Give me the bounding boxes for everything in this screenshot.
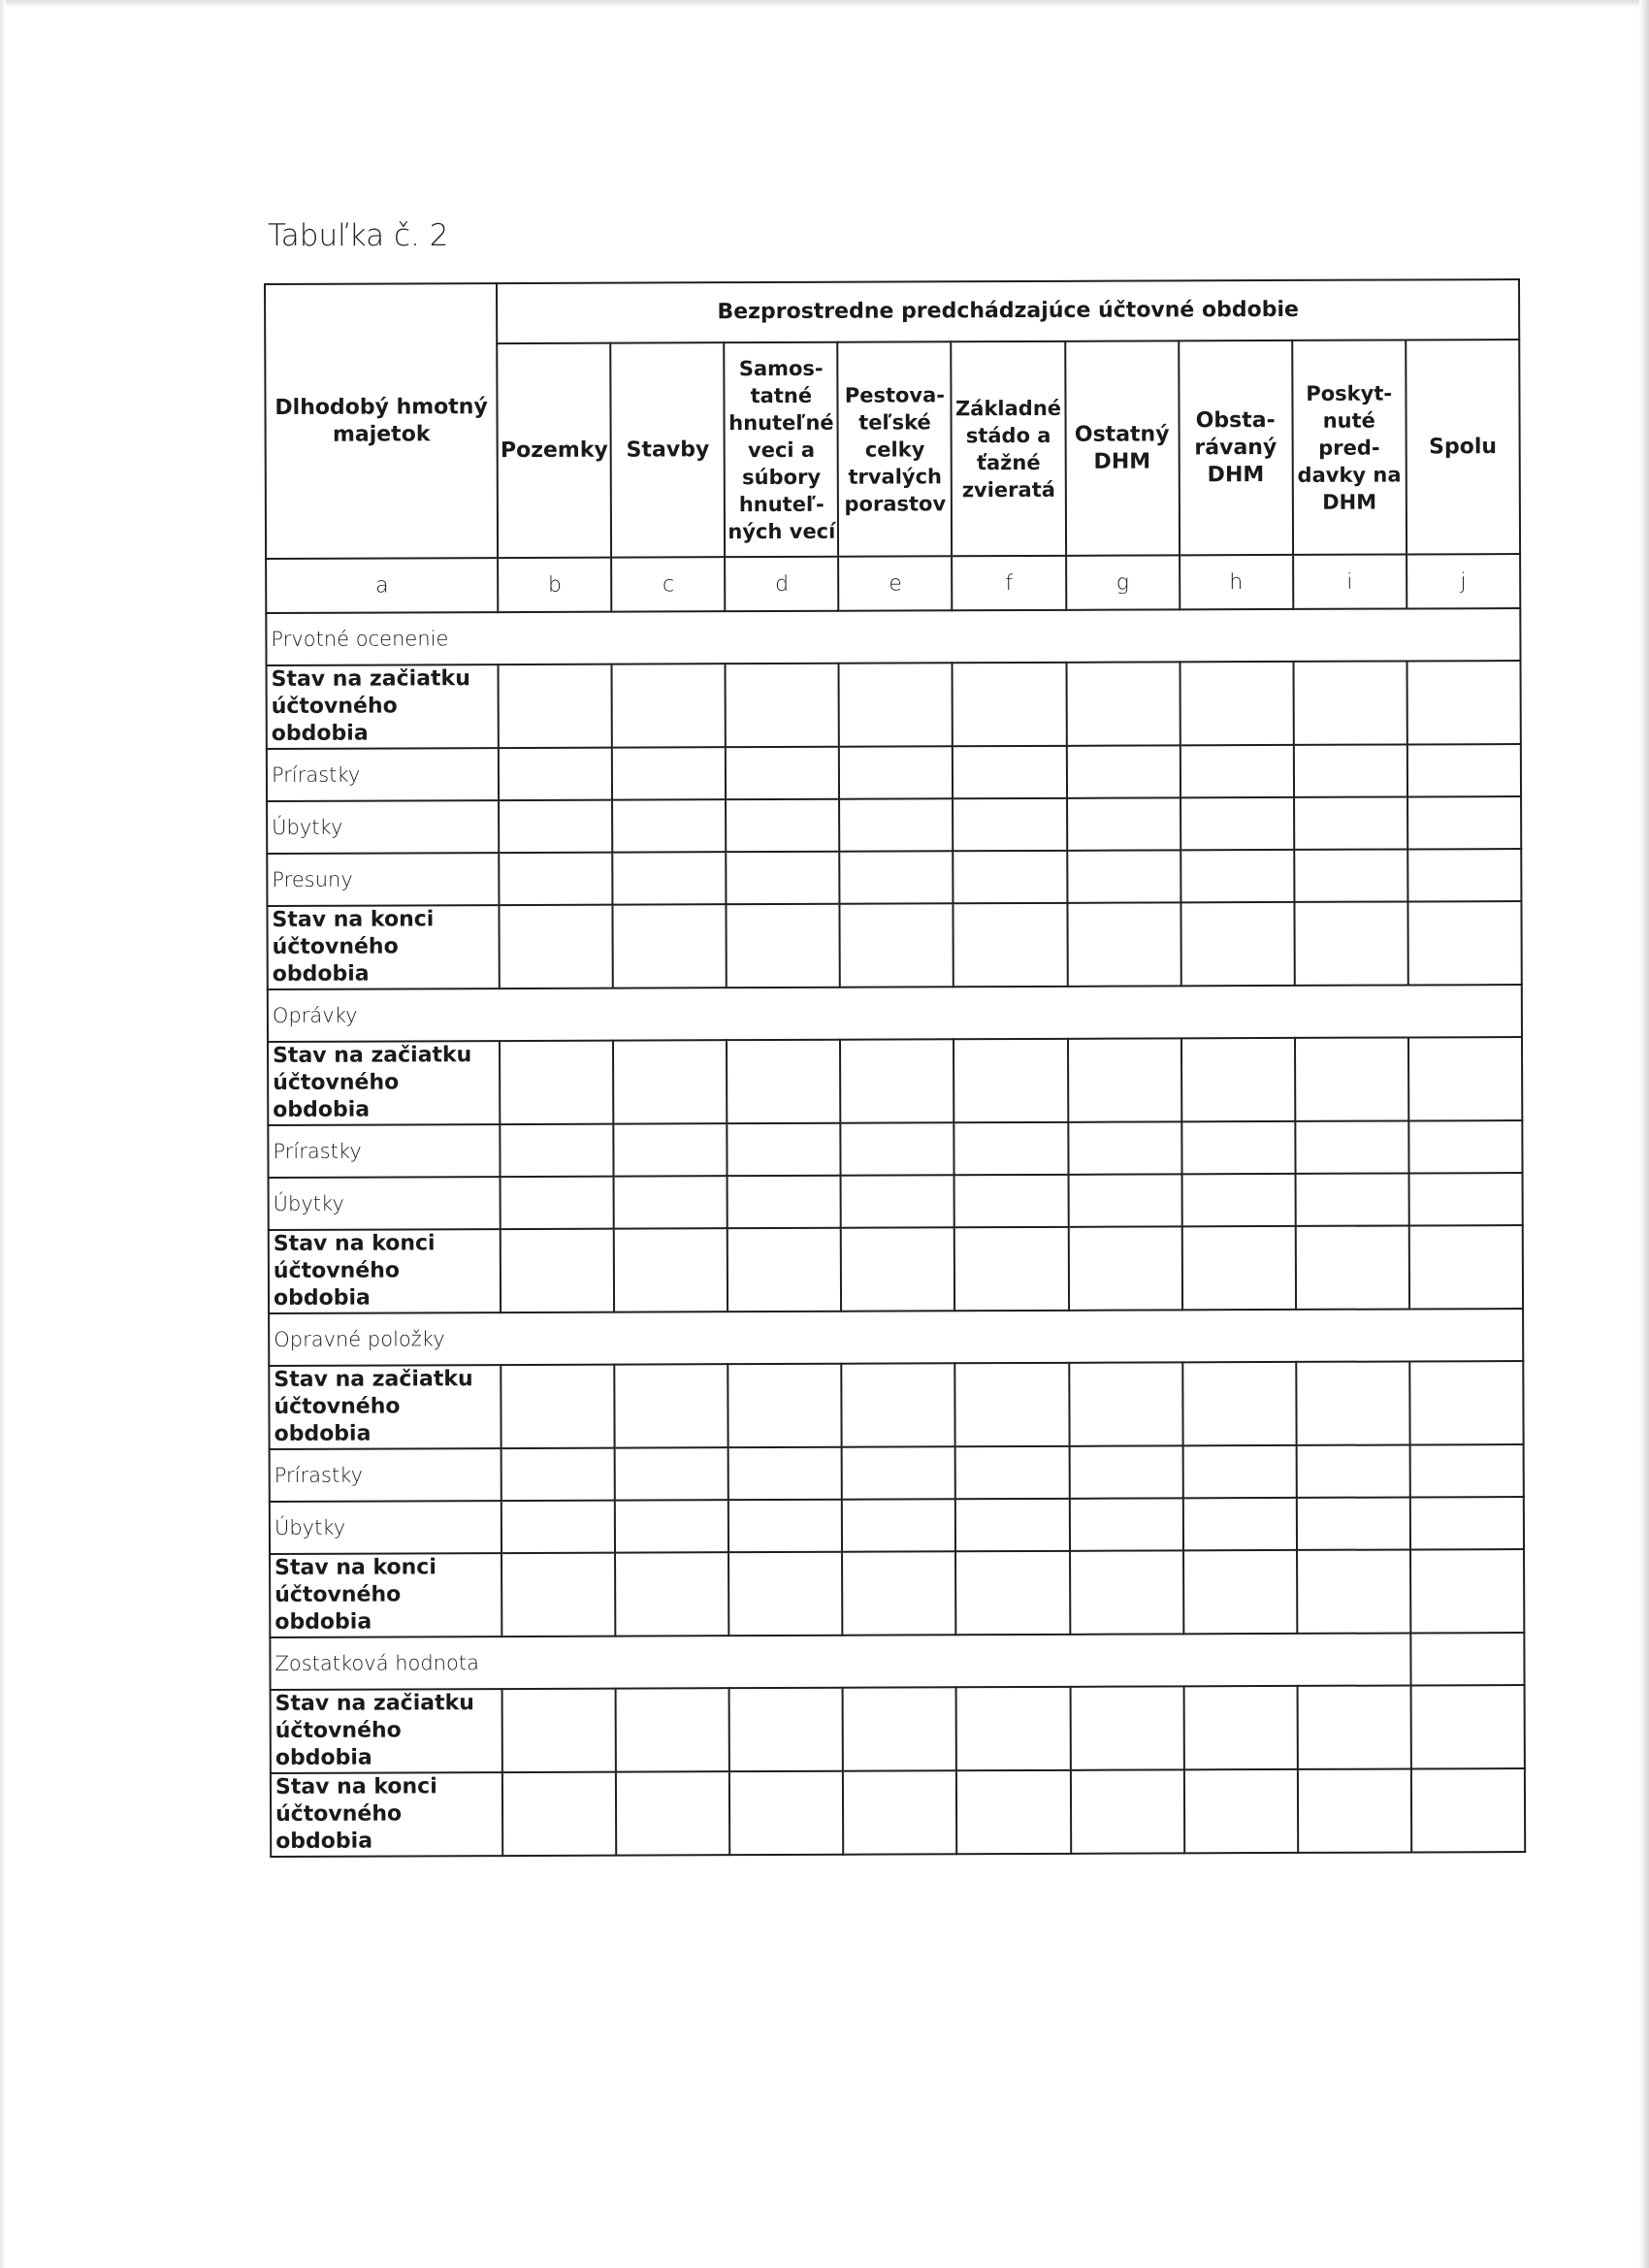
col-letter: d — [725, 557, 838, 611]
scan-edge-top — [0, 0, 1649, 8]
table-cell[interactable] — [840, 903, 954, 987]
scan-edge-right — [1639, 0, 1649, 2268]
table-row — [270, 1497, 1524, 1554]
table-wrapper — [264, 278, 1526, 1858]
table-cell[interactable] — [1180, 797, 1294, 850]
section-row — [269, 1309, 1523, 1366]
table-cell[interactable] — [613, 904, 727, 988]
table-cell[interactable] — [727, 904, 840, 988]
row-label: Stav na konci účtovného obdobia — [271, 1772, 503, 1857]
col-header: Pestova-teľské celky trvalých porastov — [838, 341, 953, 556]
table-cell[interactable] — [842, 1363, 955, 1446]
table-cell[interactable] — [613, 1040, 727, 1123]
table-cell[interactable] — [1067, 797, 1180, 850]
table-cell[interactable] — [499, 853, 612, 905]
table-cell[interactable] — [612, 747, 726, 799]
table-cell[interactable] — [1184, 1769, 1298, 1853]
col-letter: g — [1066, 555, 1180, 609]
row-label: Presuny — [267, 853, 499, 906]
table-cell[interactable] — [1296, 1361, 1409, 1444]
table-cell[interactable] — [615, 1447, 728, 1500]
table-cell[interactable] — [616, 1688, 729, 1771]
table-cell[interactable] — [728, 1364, 842, 1447]
table-cell[interactable] — [615, 1364, 728, 1447]
section-title: Oprávky — [268, 985, 1522, 1042]
table-row — [268, 1120, 1522, 1178]
table-cell[interactable] — [728, 1123, 841, 1176]
table-cell[interactable] — [1410, 1633, 1524, 1685]
table-cell[interactable] — [1182, 1362, 1296, 1445]
table-cell[interactable] — [1067, 902, 1180, 986]
table-cell[interactable] — [839, 746, 953, 798]
table-row — [271, 1768, 1525, 1857]
table-row — [270, 1444, 1524, 1502]
table-cell[interactable] — [1410, 1549, 1525, 1633]
table-cell[interactable] — [1181, 1121, 1295, 1174]
table-cell[interactable] — [726, 664, 839, 747]
table-cell[interactable] — [841, 1175, 954, 1227]
fixed-assets-table — [264, 278, 1526, 1858]
row-label: Úbytky — [269, 1177, 501, 1230]
table-cell[interactable] — [1407, 796, 1521, 849]
table-cell[interactable] — [615, 1500, 728, 1552]
col-header: Ostatný DHM — [1065, 340, 1180, 555]
table-cell[interactable] — [841, 1122, 954, 1175]
col-header: Základné stádo a ťažné zvieratá — [952, 341, 1066, 556]
table-cell[interactable] — [1407, 849, 1521, 901]
table-cell[interactable] — [1180, 745, 1293, 797]
section-row — [268, 985, 1522, 1042]
table-cell[interactable] — [956, 1687, 1070, 1770]
table-cell[interactable] — [1069, 1362, 1182, 1445]
table-cell[interactable] — [1409, 1361, 1524, 1444]
table-cell[interactable] — [1070, 1686, 1183, 1769]
table-cell[interactable] — [956, 1551, 1070, 1635]
table-row — [269, 1361, 1523, 1449]
table-cell[interactable] — [1183, 1550, 1297, 1634]
table-cell[interactable] — [1294, 901, 1407, 985]
col-letter: e — [838, 556, 952, 610]
table-row — [269, 1225, 1523, 1313]
row-label: Stav na začiatku účtovného obdobia — [267, 664, 500, 749]
table-cell[interactable] — [614, 1176, 728, 1228]
section-row — [266, 608, 1520, 665]
table-cell[interactable] — [1294, 796, 1407, 849]
table-cell[interactable] — [1066, 662, 1180, 745]
table-row — [269, 1173, 1523, 1230]
table-cell[interactable] — [729, 1688, 843, 1771]
table-cell[interactable] — [1293, 661, 1406, 744]
table-cell[interactable] — [1069, 1445, 1182, 1498]
table-cell[interactable] — [1068, 1038, 1181, 1121]
table-cell[interactable] — [1183, 1686, 1297, 1769]
col-letter: f — [953, 556, 1066, 610]
table-cell[interactable] — [955, 1499, 1069, 1551]
table-cell[interactable] — [1182, 1445, 1296, 1498]
table-cell[interactable] — [729, 1771, 843, 1855]
table-cell[interactable] — [499, 748, 612, 800]
table-cell[interactable] — [501, 1229, 614, 1312]
table-cell[interactable] — [842, 1446, 955, 1499]
col-header: Pozemky — [497, 343, 611, 558]
table-cell[interactable] — [1407, 901, 1522, 985]
table-cell[interactable] — [1406, 661, 1521, 744]
table-cell[interactable] — [954, 903, 1067, 987]
table-cell[interactable] — [843, 1770, 956, 1854]
table-cell[interactable] — [728, 1552, 842, 1636]
row-label: Prírastky — [268, 1124, 500, 1178]
table-cell[interactable] — [1181, 1226, 1295, 1310]
table-cell[interactable] — [1180, 850, 1294, 902]
table-cell[interactable] — [1066, 745, 1180, 797]
table-cell[interactable] — [953, 746, 1066, 798]
table-row — [267, 661, 1521, 749]
section-title: Zostatková hodnota — [270, 1633, 1410, 1690]
table-cell[interactable] — [1070, 1769, 1183, 1853]
table-cell[interactable] — [1295, 1120, 1408, 1173]
table-cell[interactable] — [501, 1448, 615, 1501]
col-header: Samos-tatné hnuteľné veci a súbory hnuteľ-ných vecí — [725, 342, 839, 557]
period-header: Bezprostredne predchádzajúce účtovné obdobie — [497, 279, 1519, 343]
table-cell[interactable] — [1408, 1173, 1522, 1225]
table-cell[interactable] — [727, 852, 840, 904]
table-cell[interactable] — [954, 1122, 1068, 1175]
table-cell[interactable] — [954, 1039, 1067, 1122]
table-cell[interactable] — [1296, 1444, 1409, 1497]
scan-edge-left — [0, 0, 6, 2268]
col-letter: j — [1406, 554, 1520, 608]
table-cell[interactable] — [1069, 1498, 1182, 1550]
table-cell[interactable] — [1408, 1120, 1522, 1173]
table-cell[interactable] — [612, 664, 726, 747]
table-cell[interactable] — [1294, 744, 1407, 796]
table-cell[interactable] — [727, 1040, 840, 1123]
table-cell[interactable] — [1298, 1768, 1411, 1852]
table-cell[interactable] — [955, 1446, 1069, 1499]
table-cell[interactable] — [728, 1228, 841, 1312]
table-row — [270, 1549, 1524, 1637]
table-row — [267, 849, 1521, 906]
table-row — [267, 901, 1521, 989]
table-cell[interactable] — [1294, 849, 1407, 901]
table-cell[interactable] — [1410, 1497, 1524, 1549]
table-cell[interactable] — [954, 798, 1067, 851]
table-cell[interactable] — [1408, 1037, 1523, 1120]
table-cell[interactable] — [614, 1228, 728, 1312]
section-row — [270, 1633, 1524, 1690]
table-cell[interactable] — [502, 1772, 616, 1856]
col-letter: i — [1293, 554, 1406, 608]
table-cell[interactable] — [953, 663, 1066, 746]
table-cell[interactable] — [1295, 1225, 1408, 1309]
row-label: Prírastky — [270, 1448, 501, 1502]
table-cell[interactable] — [1410, 1685, 1525, 1768]
table-cell[interactable] — [954, 1175, 1068, 1227]
table-cell[interactable] — [1068, 1226, 1181, 1310]
table-cell[interactable] — [1411, 1768, 1526, 1852]
table-cell[interactable] — [728, 1176, 841, 1228]
table-cell[interactable] — [614, 1123, 728, 1176]
table-cell[interactable] — [499, 800, 612, 853]
col-letter: b — [498, 558, 611, 612]
table-cell[interactable] — [500, 905, 613, 988]
table-cell[interactable] — [842, 1499, 955, 1551]
table-cell[interactable] — [1409, 1225, 1524, 1309]
table-cell[interactable] — [500, 1041, 613, 1124]
row-label: Úbytky — [270, 1501, 501, 1554]
table-cell[interactable] — [1181, 1038, 1295, 1121]
table-cell[interactable] — [1295, 1037, 1408, 1120]
table-cell[interactable] — [1182, 1498, 1296, 1550]
table-cell[interactable] — [1068, 1121, 1181, 1174]
table-cell[interactable] — [615, 1552, 728, 1636]
table-cell[interactable] — [726, 799, 839, 852]
table-cell[interactable] — [1180, 662, 1293, 745]
row-label: Stav na konci účtovného obdobia — [270, 1553, 502, 1637]
table-cell[interactable] — [954, 1227, 1068, 1311]
table-row — [271, 1685, 1525, 1773]
table-cell[interactable] — [1180, 902, 1294, 986]
row-label: Stav na konci účtovného obdobia — [267, 905, 500, 989]
table-cell[interactable] — [839, 663, 953, 746]
table-cell[interactable] — [1407, 744, 1521, 796]
table-cell[interactable] — [501, 1177, 614, 1229]
row-label: Úbytky — [267, 800, 499, 854]
table-cell[interactable] — [956, 1770, 1070, 1854]
table-cell[interactable] — [1297, 1549, 1410, 1633]
table-cell[interactable] — [613, 852, 727, 904]
table-cell[interactable] — [726, 747, 839, 799]
table-cell[interactable] — [1067, 850, 1180, 902]
row-label: Stav na začiatku účtovného obdobia — [269, 1365, 501, 1449]
row-label: Stav na konci účtovného obdobia — [269, 1229, 501, 1313]
table-row — [267, 796, 1521, 854]
col-header: Stavby — [610, 342, 725, 557]
table-cell[interactable] — [841, 1227, 954, 1311]
table-cell[interactable] — [501, 1365, 614, 1448]
table-cell[interactable] — [616, 1771, 729, 1855]
table-cell[interactable] — [840, 1039, 954, 1122]
col-header: Obsta-rávaný DHM — [1179, 340, 1293, 555]
table-cell[interactable] — [501, 1553, 615, 1636]
table-cell[interactable] — [843, 1687, 956, 1770]
table-cell[interactable] — [728, 1447, 842, 1500]
row-label: Stav na začiatku účtovného obdobia — [268, 1041, 501, 1125]
col-letter: a — [266, 558, 498, 613]
col-header: Poskyt-nuté pred-davky na DHM — [1292, 340, 1406, 554]
row-label: Stav na začiatku účtovného obdobia — [271, 1689, 503, 1773]
table-cell[interactable] — [954, 851, 1067, 903]
row-header-cell: Dlhodobý hmotný majetok — [265, 283, 498, 559]
table-cell[interactable] — [1409, 1444, 1523, 1497]
col-header: Spolu — [1406, 340, 1520, 554]
table-cell[interactable] — [1295, 1173, 1408, 1225]
table-cell[interactable] — [502, 1689, 616, 1772]
row-label: Prírastky — [267, 748, 499, 801]
table-cell[interactable] — [1070, 1550, 1183, 1634]
table-cell[interactable] — [1068, 1174, 1181, 1226]
col-letter: c — [611, 557, 725, 611]
table-cell[interactable] — [728, 1500, 842, 1552]
col-letter: h — [1180, 555, 1293, 609]
table-cell[interactable] — [1297, 1685, 1410, 1768]
section-title: Opravné položky — [269, 1309, 1523, 1366]
section-title: Prvotné ocenenie — [266, 608, 1520, 665]
table-row — [268, 1037, 1522, 1125]
page-title: Tabuľka č. 2 — [268, 218, 449, 253]
table-cell[interactable] — [1181, 1174, 1295, 1226]
table-row — [267, 744, 1521, 801]
table-cell[interactable] — [501, 1124, 614, 1177]
table-cell[interactable] — [842, 1551, 955, 1635]
table-cell[interactable] — [839, 798, 953, 851]
table-cell[interactable] — [840, 851, 954, 903]
table-cell[interactable] — [501, 1501, 615, 1553]
table-cell[interactable] — [955, 1363, 1069, 1446]
table-cell[interactable] — [1297, 1497, 1410, 1549]
table-cell[interactable] — [499, 664, 612, 748]
table-cell[interactable] — [612, 799, 726, 852]
